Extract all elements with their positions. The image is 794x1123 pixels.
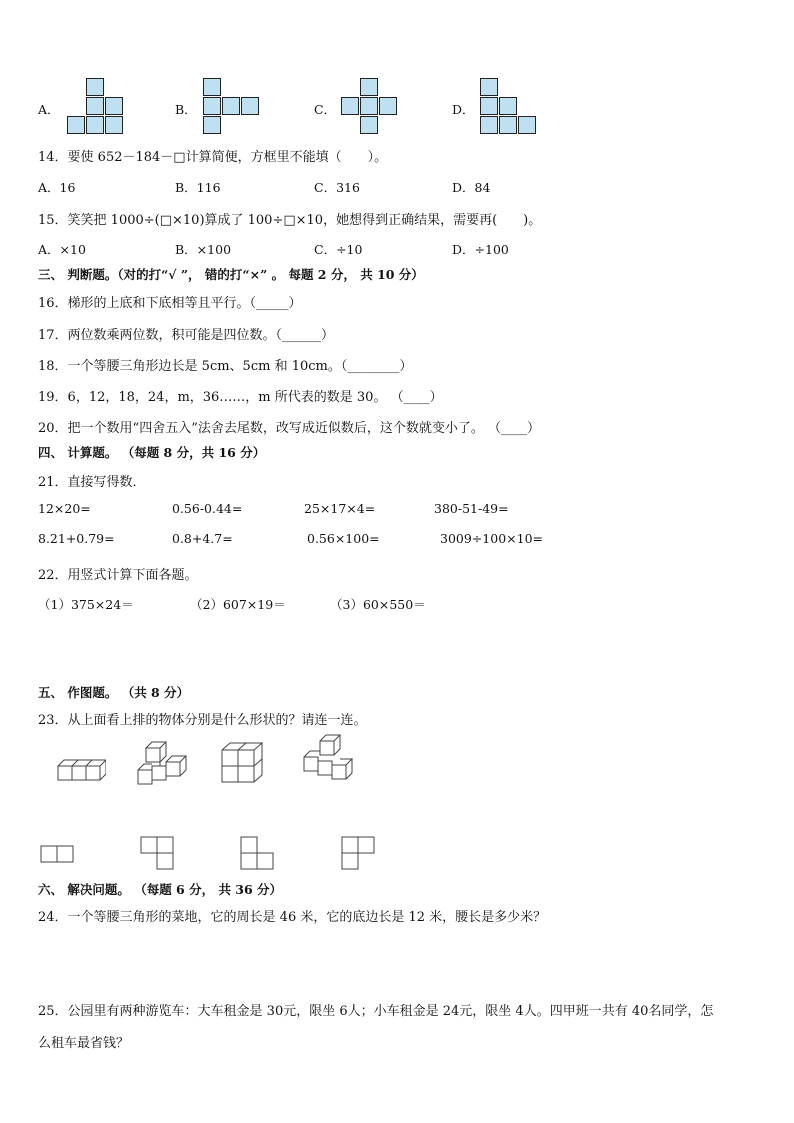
q13-option-a-label: A． [38,102,60,117]
q13-option-b-figure [203,78,263,136]
calc-item: 0.56-0.44= [172,501,243,516]
q15-option-c: C．÷10 [314,242,363,257]
q18: 18．一个等腰三角形边长是 5cm、5cm 和 10cm。（________） [38,359,413,374]
q24: 24．一个等腰三角形的菜地，它的周长是 46 米，它的底边长是 12 米，腰长是多少米？ [38,910,547,925]
q25-line-1: 25．公园里有两种游览车：大车租金是 30元，限坐 6人；小车租金是 24元，限坐 4人。四甲班一共有 40名同学，怎 [38,1004,714,1019]
top-view-4 [341,836,377,872]
section-6-heading: 六、 解决问题。 （每题 6 分， 共 36 分） [38,882,283,897]
q15-stem: 15．笑笑把 1000÷(□×10)算成了 100÷□×10，她想得到正确结果，需要再( )。 [38,213,542,228]
q13-option-d-figure [480,78,540,136]
q14-stem: 14．要使 652－184－□计算简便，方框里不能填（ ）。 [38,150,388,165]
q25-line-2: 么租车最省钱？ [38,1036,130,1051]
top-view-1 [40,845,76,863]
calc-item: 25×17×4= [304,501,376,516]
section-5-heading: 五、 作图题。 （共 8 分） [38,685,190,700]
calc-item: 12×20= [38,501,91,516]
calc-item: 3009÷100×10= [440,531,543,546]
q14-option-a: A．16 [38,180,76,195]
q21: 21．直接写得数． [38,475,146,490]
q14-option-d: D．84 [452,180,491,195]
section-4-heading: 四、 计算题。 （每题 8 分，共 16 分） [38,445,266,460]
q13-option-d-label: D． [452,102,475,117]
q22: 22．用竖式计算下面各题。 [38,568,198,583]
q13-option-c-label: C． [314,102,337,117]
vertical-calc-3: （3）60×550＝ [330,597,426,612]
vertical-calc-2: （2）607×19＝ [190,597,286,612]
calc-item: 8.21+0.79= [38,531,115,546]
q23: 23．从上面看上排的物体分别是什么形状的？请连一连。 [38,713,367,728]
calc-item: 380-51-49= [434,501,509,516]
q13-option-a-figure [67,78,127,136]
q20: 20．把一个数用“四舍五入”法舍去尾数，改写成近似数后，这个数就变小了。 （____） [38,421,540,436]
q15-option-b: B．×100 [175,242,232,257]
cube-figure-4 [300,733,354,787]
cube-figure-1 [56,752,106,786]
q15-option-d: D．÷100 [452,242,509,257]
q15-option-a: A．×10 [38,242,86,257]
q17: 17．两位数乘两位数，积可能是四位数。（______） [38,328,335,343]
q14-option-c: C．316 [314,180,360,195]
q13-option-c-figure [341,78,401,136]
vertical-calc-1: （1）375×24＝ [38,597,134,612]
top-view-2 [140,836,176,872]
q19: 19．6，12，18，24，m，36……，m 所代表的数是 30。 （____） [38,390,443,405]
cube-figure-2 [136,738,188,788]
calc-item: 0.56×100= [307,531,380,546]
q16: 16．梯形的上底和下底相等且平行。（_____） [38,296,302,311]
cube-figure-3 [220,740,270,786]
section-3-heading: 三、 判断题。（对的打“√ ”， 错的打“×” 。 每题 2 分， 共 10 分） [38,267,424,282]
q14-option-b: B．116 [175,180,221,195]
q13-option-b-label: B． [175,102,197,117]
calc-item: 0.8+4.7= [172,531,233,546]
top-view-3 [240,836,276,872]
